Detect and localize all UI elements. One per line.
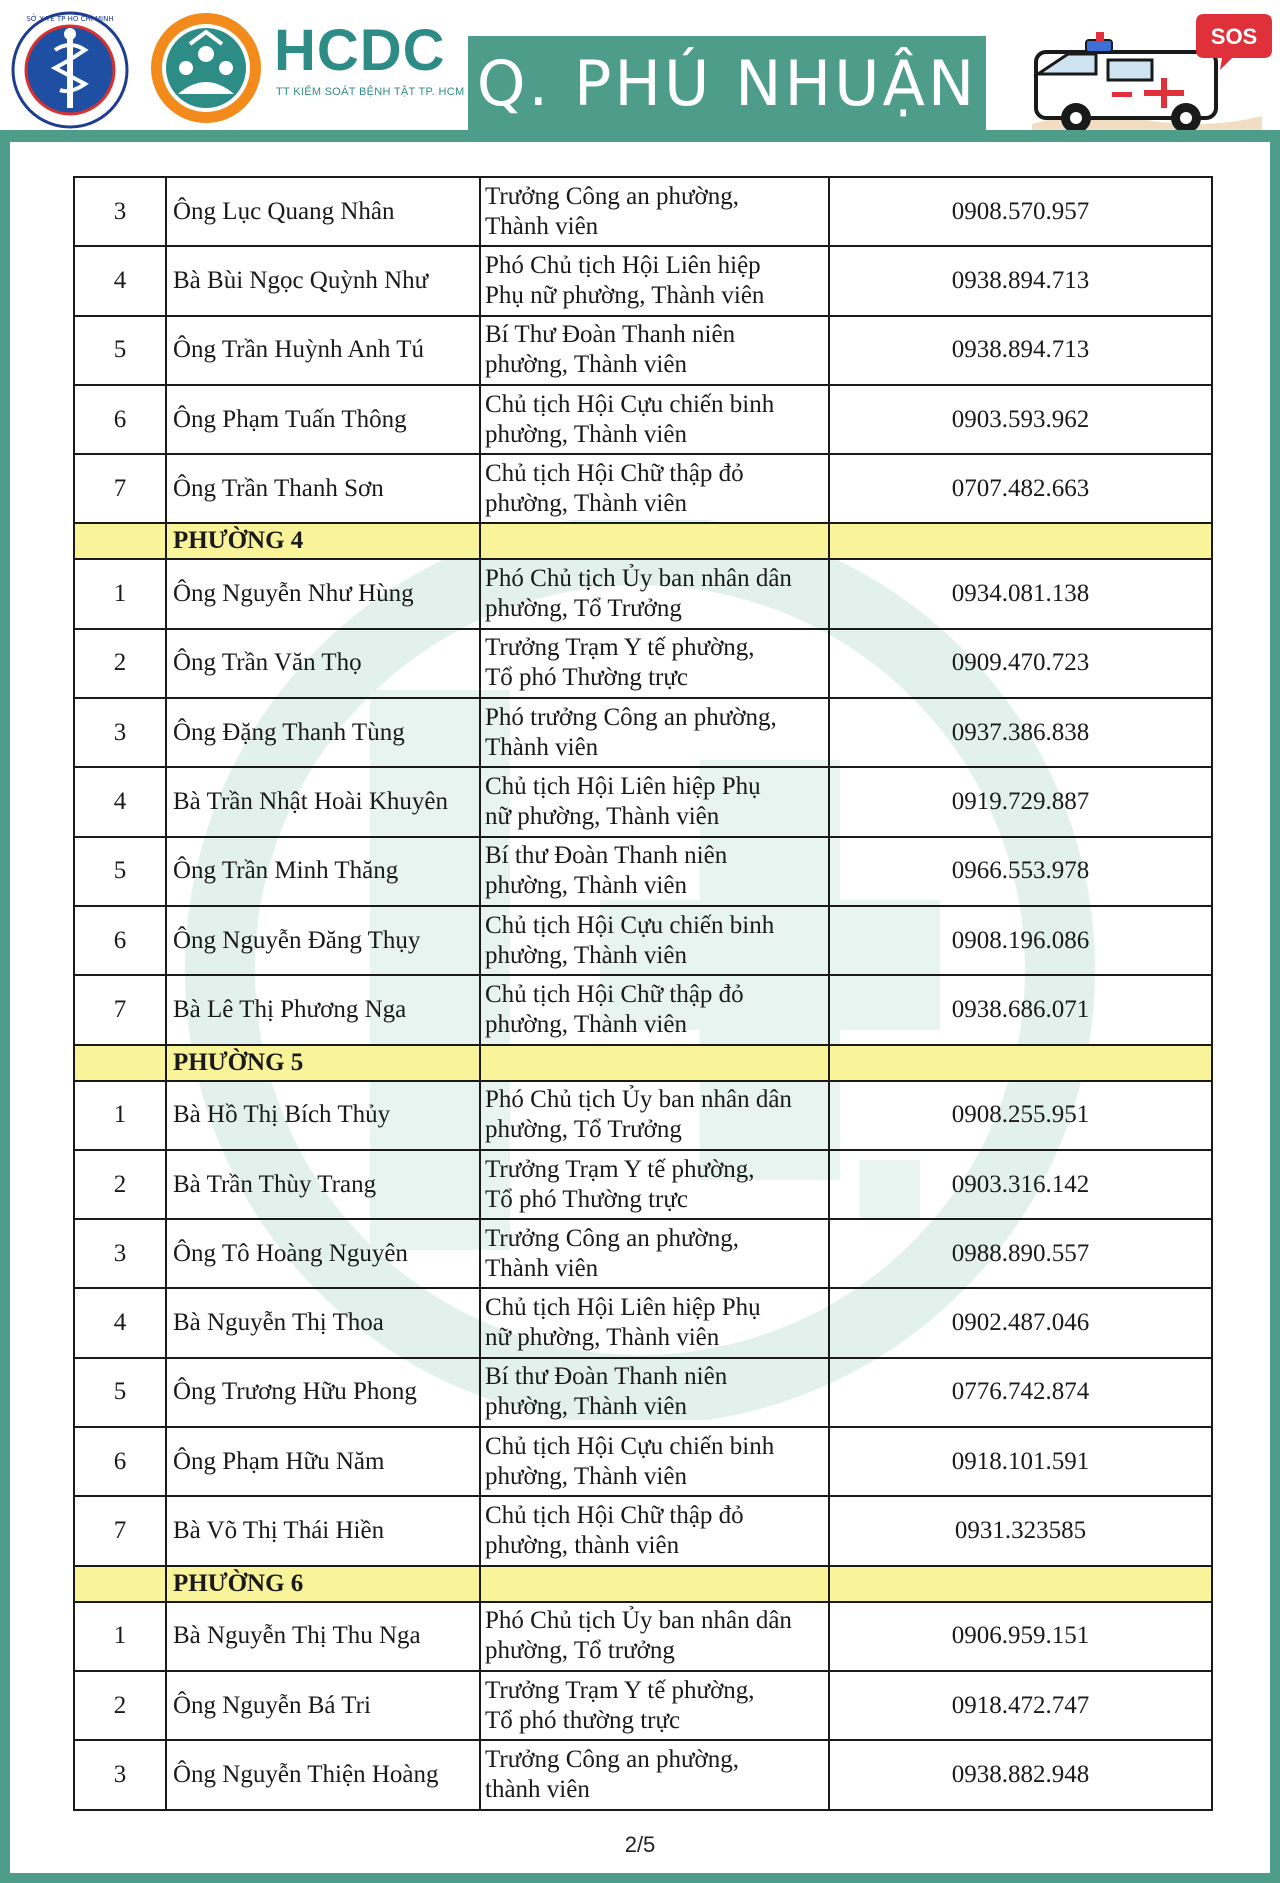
- svg-text:SỞ Y TẾ TP HỒ CHÍ MINH: SỞ Y TẾ TP HỒ CHÍ MINH: [26, 15, 114, 23]
- member-role-line-1: Trưởng Công an phường,: [485, 182, 740, 210]
- member-stt: 3: [74, 1740, 166, 1809]
- member-role-line-1: Phó Chủ tịch Ủy ban nhân dân: [485, 1086, 792, 1114]
- member-phone: 0908.255.951: [829, 1081, 1212, 1150]
- hcdc-logo-mark: [148, 10, 264, 126]
- table-row: [74, 1219, 1212, 1288]
- member-stt: 7: [74, 1496, 166, 1565]
- member-name: Ông Trương Hữu Phong: [166, 1358, 480, 1427]
- member-name: Ông Phạm Hữu Năm: [166, 1427, 480, 1496]
- ward-section-row: [74, 523, 1212, 559]
- member-role-line-1: Bí thư Đoàn Thanh niên: [485, 1363, 728, 1391]
- member-phone: 0918.472.747: [829, 1671, 1212, 1740]
- member-role: [480, 1219, 829, 1288]
- table-row: [74, 698, 1212, 767]
- member-phone: 0919.729.887: [829, 767, 1212, 836]
- member-phone: 0909.470.723: [829, 629, 1212, 698]
- sos-label: SOS: [1210, 24, 1258, 49]
- member-stt: 3: [74, 177, 166, 246]
- section-role-cell: [480, 1566, 829, 1602]
- member-phone: 0937.386.838: [829, 698, 1212, 767]
- member-role-line-1: Phó Chủ tịch Ủy ban nhân dân: [485, 565, 792, 593]
- section-stt-cell: [74, 1045, 166, 1081]
- member-phone: 0931.323585: [829, 1496, 1212, 1565]
- member-role: [480, 767, 829, 836]
- member-stt: 1: [74, 1602, 166, 1671]
- member-name: Ông Nguyễn Như Hùng: [166, 559, 480, 628]
- member-name: Ông Nguyễn Đăng Thụy: [166, 906, 480, 975]
- member-phone: 0903.316.142: [829, 1150, 1212, 1219]
- member-role-line-2: Phụ nữ phường, Thành viên: [485, 281, 765, 309]
- member-name: Bà Hồ Thị Bích Thủy: [166, 1081, 480, 1150]
- table-row: [74, 767, 1212, 836]
- member-name: Ông Nguyễn Thiện Hoàng: [166, 1740, 480, 1809]
- hcdc-title: HCDC: [274, 18, 446, 83]
- table-row: [74, 906, 1212, 975]
- member-role-line-1: Phó Chủ tịch Hội Liên hiệp: [485, 251, 761, 279]
- member-stt: 3: [74, 1219, 166, 1288]
- member-stt: 6: [74, 385, 166, 454]
- member-role-line-1: Bí thư Đoàn Thanh niên: [485, 842, 728, 870]
- member-name: Bà Bùi Ngọc Quỳnh Như: [166, 246, 480, 315]
- member-stt: 5: [74, 1358, 166, 1427]
- member-phone: 0776.742.874: [829, 1358, 1212, 1427]
- ward-section-title: PHƯỜNG 5: [166, 1045, 480, 1081]
- member-phone: 0903.593.962: [829, 385, 1212, 454]
- table-row: [74, 1496, 1212, 1565]
- ward-section-title: PHƯỜNG 6: [166, 1566, 480, 1602]
- member-role-line-2: phường, Tổ trưởng: [485, 1637, 675, 1665]
- member-role-line-2: Thành viên: [485, 733, 599, 761]
- member-stt: 5: [74, 837, 166, 906]
- member-name: Bà Lê Thị Phương Nga: [166, 975, 480, 1044]
- member-phone: 0707.482.663: [829, 454, 1212, 523]
- member-stt: 7: [74, 975, 166, 1044]
- frame-bottom-border: [0, 1873, 1280, 1883]
- member-stt: 7: [74, 454, 166, 523]
- member-role: [480, 1602, 829, 1671]
- member-name: Ông Lục Quang Nhân: [166, 177, 480, 246]
- member-phone: 0938.894.713: [829, 246, 1212, 315]
- member-role-line-2: phường, Thành viên: [485, 1393, 687, 1421]
- member-role: [480, 246, 829, 315]
- health-department-seal-logo: [10, 10, 130, 130]
- member-role: [480, 177, 829, 246]
- member-role-line-1: Chủ tịch Hội Chữ thập đỏ: [485, 1501, 744, 1529]
- member-role: [480, 1427, 829, 1496]
- member-role: [480, 1496, 829, 1565]
- contact-table: [73, 176, 1213, 1811]
- section-phone-cell: [829, 1566, 1212, 1602]
- member-name: Bà Nguyễn Thị Thu Nga: [166, 1602, 480, 1671]
- member-stt: 4: [74, 767, 166, 836]
- member-role-line-1: Bí Thư Đoàn Thanh niên: [485, 321, 736, 349]
- member-phone: 0902.487.046: [829, 1288, 1212, 1357]
- member-role-line-1: Chủ tịch Hội Liên hiệp Phụ: [485, 1294, 761, 1322]
- table-row: [74, 1671, 1212, 1740]
- member-name: Ông Trần Thanh Sơn: [166, 454, 480, 523]
- table-row: [74, 1288, 1212, 1357]
- table-row: [74, 1427, 1212, 1496]
- table-row: [74, 1081, 1212, 1150]
- ward-section-row: [74, 1566, 1212, 1602]
- frame-left-border: [0, 130, 10, 1883]
- member-phone: 0908.196.086: [829, 906, 1212, 975]
- member-role-line-2: Thành viên: [485, 1254, 599, 1282]
- member-role-line-2: Thành viên: [485, 212, 599, 240]
- member-role: [480, 454, 829, 523]
- table-row: [74, 837, 1212, 906]
- table-row: [74, 1150, 1212, 1219]
- section-stt-cell: [74, 1566, 166, 1602]
- member-stt: 2: [74, 629, 166, 698]
- table-row: [74, 975, 1212, 1044]
- member-role: [480, 559, 829, 628]
- member-name: Bà Trần Nhật Hoài Khuyên: [166, 767, 480, 836]
- member-role-line-1: Chủ tịch Hội Liên hiệp Phụ: [485, 773, 761, 801]
- member-role-line-2: nữ phường, Thành viên: [485, 803, 720, 831]
- table-row: [74, 1358, 1212, 1427]
- member-phone: 0918.101.591: [829, 1427, 1212, 1496]
- member-role-line-2: phường, Thành viên: [485, 1010, 687, 1038]
- member-role: [480, 1081, 829, 1150]
- member-stt: 6: [74, 1427, 166, 1496]
- table-row: [74, 629, 1212, 698]
- member-phone: 0938.882.948: [829, 1740, 1212, 1809]
- member-role: [480, 1288, 829, 1357]
- member-role-line-1: Trưởng Công an phường,: [485, 1224, 740, 1252]
- district-title: Q. PHÚ NHUẬN: [476, 47, 978, 120]
- member-stt: 1: [74, 559, 166, 628]
- member-name: Bà Võ Thị Thái Hiền: [166, 1496, 480, 1565]
- member-role-line-1: Trưởng Công an phường,: [485, 1745, 740, 1773]
- member-phone: 0906.959.151: [829, 1602, 1212, 1671]
- member-role-line-1: Phó trưởng Công an phường,: [485, 703, 777, 731]
- member-name: Ông Phạm Tuấn Thông: [166, 385, 480, 454]
- section-stt-cell: [74, 523, 166, 559]
- district-banner: [468, 36, 986, 132]
- section-role-cell: [480, 523, 829, 559]
- member-role: [480, 837, 829, 906]
- member-name: Ông Trần Huỳnh Anh Tú: [166, 316, 480, 385]
- hcdc-subtitle: TT KIỂM SOÁT BỆNH TẬT TP. HCM: [276, 86, 465, 98]
- member-role-line-1: Phó Chủ tịch Ủy ban nhân dân: [485, 1607, 792, 1635]
- member-phone: 0966.553.978: [829, 837, 1212, 906]
- ambulance-sos-icon: [1026, 4, 1276, 136]
- member-stt: 3: [74, 698, 166, 767]
- member-name: Bà Nguyễn Thị Thoa: [166, 1288, 480, 1357]
- table-row: [74, 177, 1212, 246]
- member-role-line-2: phường, Thành viên: [485, 420, 687, 448]
- member-name: Ông Đặng Thanh Tùng: [166, 698, 480, 767]
- table-row: [74, 316, 1212, 385]
- member-phone: 0938.894.713: [829, 316, 1212, 385]
- member-stt: 4: [74, 246, 166, 315]
- member-name: Ông Tô Hoàng Nguyên: [166, 1219, 480, 1288]
- frame-top-border: [0, 130, 1280, 142]
- member-role: [480, 1740, 829, 1809]
- member-role-line-2: phường, Thành viên: [485, 872, 687, 900]
- table-row: [74, 385, 1212, 454]
- member-role-line-1: Trưởng Trạm Y tế phường,: [485, 1676, 755, 1704]
- member-stt: 4: [74, 1288, 166, 1357]
- member-stt: 1: [74, 1081, 166, 1150]
- table-row: [74, 246, 1212, 315]
- member-role: [480, 906, 829, 975]
- member-role-line-1: Trưởng Trạm Y tế phường,: [485, 1155, 755, 1183]
- member-role-line-1: Chủ tịch Hội Cựu chiến binh: [485, 1432, 775, 1460]
- member-name: Bà Trần Thùy Trang: [166, 1150, 480, 1219]
- table-row: [74, 454, 1212, 523]
- member-role-line-2: Tổ phó Thường trực: [485, 664, 689, 692]
- member-name: Ông Trần Minh Thăng: [166, 837, 480, 906]
- member-phone: 0988.890.557: [829, 1219, 1212, 1288]
- member-role: [480, 629, 829, 698]
- member-stt: 5: [74, 316, 166, 385]
- member-phone: 0938.686.071: [829, 975, 1212, 1044]
- ward-section-title: PHƯỜNG 4: [166, 523, 480, 559]
- member-role-line-2: phường, Tổ Trưởng: [485, 595, 682, 623]
- member-role-line-2: Tổ phó Thường trực: [485, 1185, 689, 1213]
- member-name: Ông Nguyễn Bá Tri: [166, 1671, 480, 1740]
- member-role: [480, 1150, 829, 1219]
- member-role: [480, 698, 829, 767]
- member-role-line-2: phường, Thành viên: [485, 941, 687, 969]
- member-name: Ông Trần Văn Thọ: [166, 629, 480, 698]
- member-role-line-2: phường, Thành viên: [485, 351, 687, 379]
- member-role: [480, 385, 829, 454]
- table-row: [74, 1602, 1212, 1671]
- table-row: [74, 559, 1212, 628]
- member-role-line-2: Tổ phó thường trực: [485, 1706, 681, 1734]
- member-role: [480, 975, 829, 1044]
- section-role-cell: [480, 1045, 829, 1081]
- member-role-line-1: Chủ tịch Hội Chữ thập đỏ: [485, 980, 744, 1008]
- member-role-line-2: phường, thành viên: [485, 1531, 680, 1559]
- member-role: [480, 316, 829, 385]
- member-role-line-2: thành viên: [485, 1775, 590, 1803]
- member-phone: 0934.081.138: [829, 559, 1212, 628]
- member-phone: 0908.570.957: [829, 177, 1212, 246]
- section-phone-cell: [829, 523, 1212, 559]
- member-role-line-2: nữ phường, Thành viên: [485, 1324, 720, 1352]
- member-stt: 2: [74, 1671, 166, 1740]
- member-stt: 6: [74, 906, 166, 975]
- section-phone-cell: [829, 1045, 1212, 1081]
- page-header: [0, 0, 1280, 140]
- member-role-line-1: Chủ tịch Hội Cựu chiến binh: [485, 911, 775, 939]
- table-row: [74, 1740, 1212, 1809]
- member-role: [480, 1358, 829, 1427]
- member-stt: 2: [74, 1150, 166, 1219]
- member-role-line-2: phường, Tổ Trưởng: [485, 1116, 682, 1144]
- member-role-line-2: phường, Thành viên: [485, 1462, 687, 1490]
- member-role-line-1: Chủ tịch Hội Cựu chiến binh: [485, 390, 775, 418]
- page-number: 2/5: [624, 1832, 656, 1857]
- ward-section-row: [74, 1045, 1212, 1081]
- member-role: [480, 1671, 829, 1740]
- frame-right-border: [1270, 130, 1280, 1883]
- member-role-line-1: Trưởng Trạm Y tế phường,: [485, 634, 755, 662]
- member-role-line-1: Chủ tịch Hội Chữ thập đỏ: [485, 459, 744, 487]
- member-role-line-2: phường, Thành viên: [485, 489, 687, 517]
